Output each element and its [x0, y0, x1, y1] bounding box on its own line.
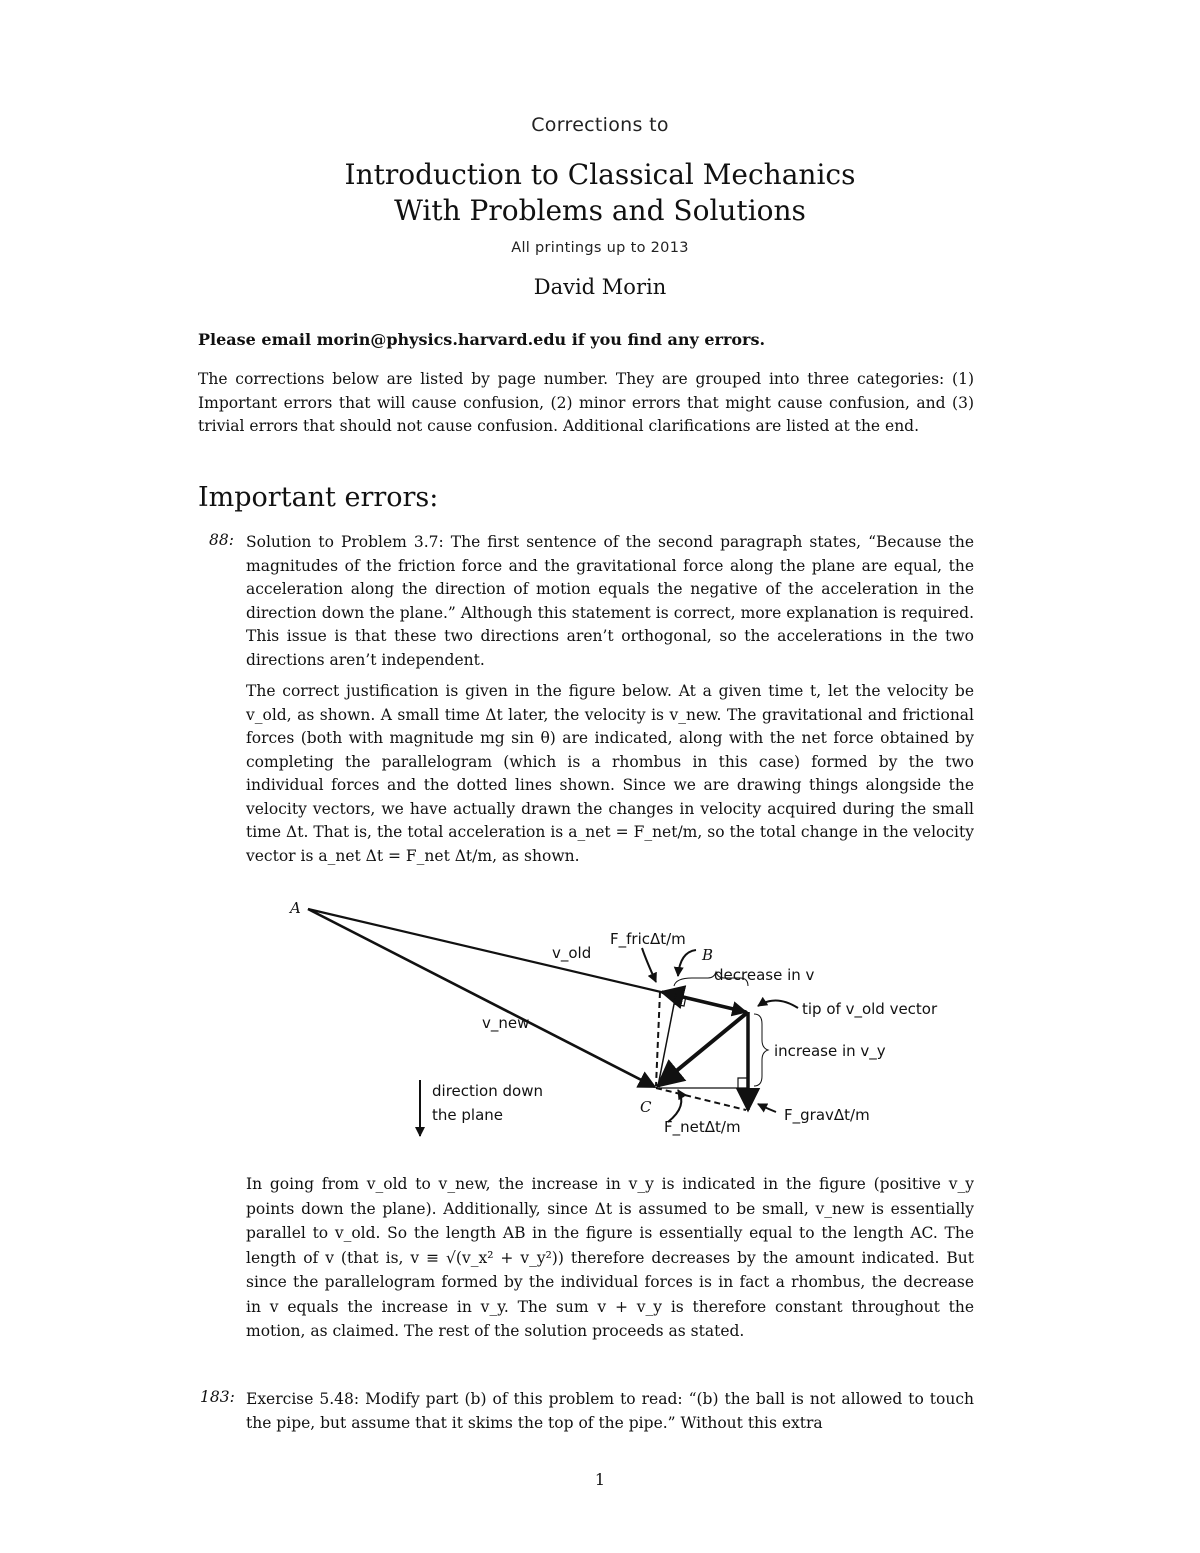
page-number: 1	[594, 1470, 606, 1489]
dotted-side	[656, 992, 660, 1086]
label-f-net: F_netΔt/m	[664, 1118, 741, 1136]
grav-callout	[758, 1104, 776, 1112]
label-tip-of-v-old: tip of v_old vector	[802, 1000, 938, 1018]
fric-callout	[642, 948, 656, 982]
book-title-line-2: With Problems and Solutions	[394, 194, 806, 227]
v-new-vector	[308, 909, 655, 1087]
entry-paragraph: In going from v_old to v_new, the increase in v_y is indicated in the figure (positive v_y points down the plane). Additionally, since Δt is assumed to be small, v_new is essentially parallel to v_old. So the length AB in the figure is essentially equal to the length AC. The length of v (that is, v ≡ √(v_x² + v_y²)) therefore decreases by the amount indicated. But since the parallelogram formed by the individual forces is in fact a rhombus, the decrease in v equals the increase in v_y. The sum v + v_y is therefore constant throughout the motion, as claimed. The rest of the solution proceeds as stated.	[246, 1175, 974, 1340]
book-title-line-1: Introduction to Classical Mechanics	[344, 158, 856, 191]
label-v-new: v_new	[482, 1014, 530, 1032]
label-direction-line1: direction down	[432, 1082, 543, 1100]
intro-paragraph: The corrections below are listed by page number. They are grouped into three categories: (1) Important errors that will cause confusion, (2) minor errors that might cause confusion, and (3) trivial errors that should not cause confusion. Additional clarifications are listed at the end.	[198, 370, 974, 435]
label-a: A	[290, 899, 301, 917]
email-request: Please email morin@physics.harvard.edu if you find any errors.	[198, 330, 766, 349]
b-callout	[678, 950, 696, 976]
section-heading: Important errors:	[198, 482, 439, 513]
label-decrease-in-v: decrease in v	[714, 966, 815, 984]
subtitle-corrections-to: Corrections to	[531, 114, 669, 136]
net-force-arrow	[658, 1012, 748, 1086]
increase-brace	[754, 1014, 768, 1086]
label-b: B	[702, 946, 714, 964]
author-name: David Morin	[533, 275, 667, 299]
velocity-diagram	[270, 890, 938, 1150]
dotted-side	[656, 1088, 746, 1110]
entry-paragraph: The correct justification is given in the figure below. At a given time t, let the velocity be v_old, as shown. A small time Δt later, the velocity is v_new. The gravitational and frictional forces (both with magnitude mg sin θ) are indicated, along with the net force obtained by completing the parallelogram (which is a rhombus in this case) formed by the two individual forces and the dotted lines shown. Since we are drawing things alongside the velocity vectors, we have actually drawn the changes in velocity acquired during the small time Δt. That is, the total acceleration is a_net = F_net/m, so the total change in the velocity vector is a_net Δt = F_net Δt/m, as shown.	[246, 682, 974, 865]
entry-page-label: 183:	[200, 1388, 235, 1406]
label-direction-line2: the plane	[432, 1106, 504, 1124]
label-f-grav: F_gravΔt/m	[784, 1106, 870, 1124]
label-increase-in-vy: increase in v_y	[774, 1042, 886, 1060]
tip-callout	[758, 1000, 798, 1008]
label-c: C	[640, 1098, 652, 1116]
entry-page-label: 88:	[209, 531, 234, 549]
label-v-old: v_old	[552, 944, 592, 962]
printings-note: All printings up to 2013	[511, 240, 689, 256]
label-f-fric: F_fricΔt/m	[610, 930, 686, 948]
entry-paragraph: Solution to Problem 3.7: The first sentence of the second paragraph states, “Because the magnitudes of the friction force and the gravitational force along the plane are equal, the acceleration along the direction of motion equals the negative of the acceleration in the direction down the plane.” Although this statement is correct, more explanation is required. This issue is that these two directions aren’t orthogonal, so the accelerations in the two directions aren’t independent.	[246, 533, 974, 669]
entry-paragraph: Exercise 5.48: Modify part (b) of this problem to read: “(b) the ball is not allowed to touch the pipe, but assume that it skims the top of the pipe.” Without this extra	[246, 1390, 974, 1432]
